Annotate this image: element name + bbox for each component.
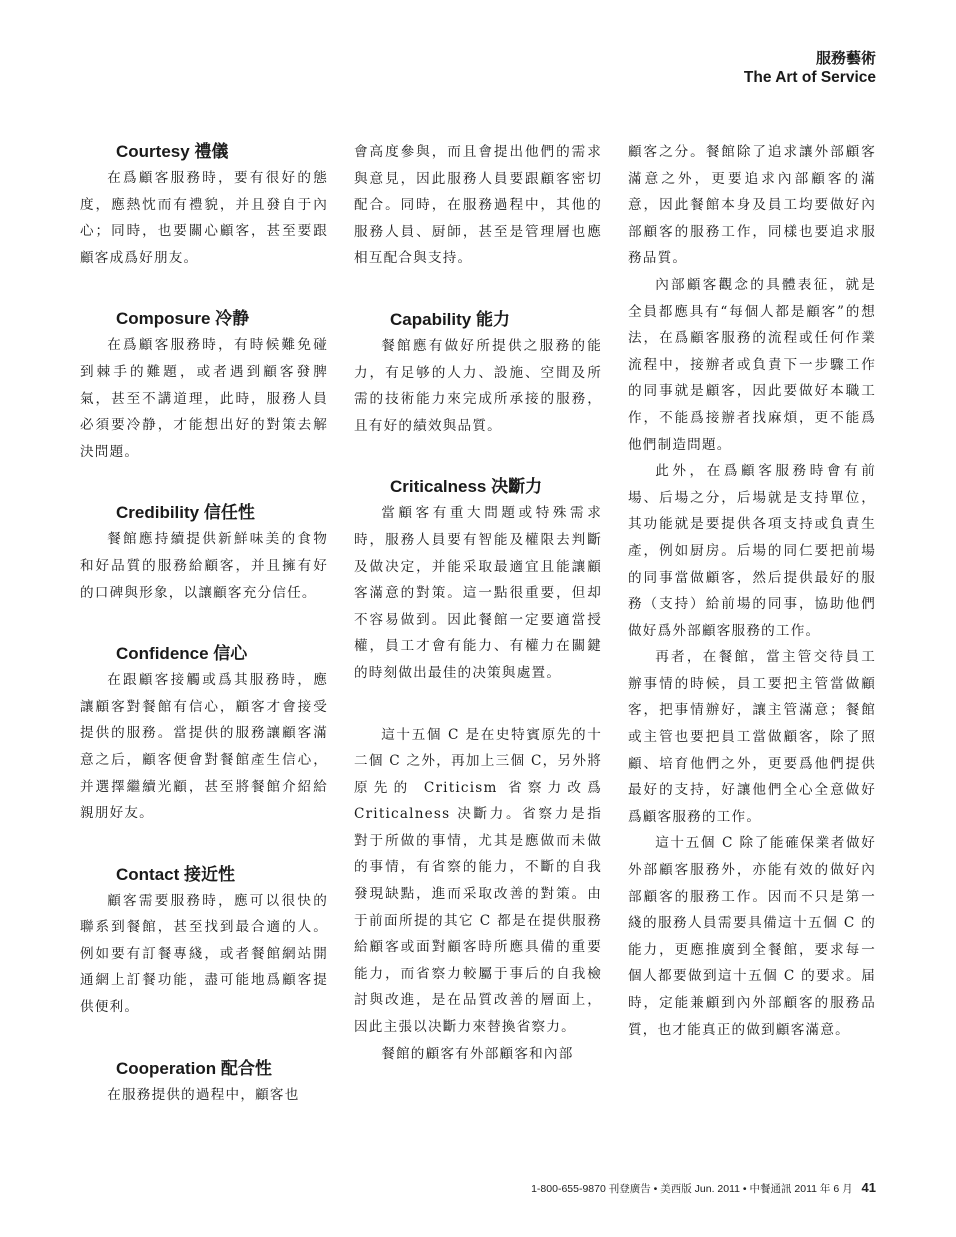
section-courtesy — [80, 139, 328, 271]
body-paragraph: 餐館的顧客有外部顧客和內部 — [381, 1045, 574, 1062]
article-column-1 — [80, 139, 328, 1108]
section-body: 在爲顧客服務時，有時候難免碰到棘手的難題，或者遇到顧客發脾氣，甚至不講道理，此時，服務人員必須要冷静，才能想出好的對策去解決問題。 — [80, 337, 328, 460]
page-number: 41 — [861, 1180, 876, 1195]
section-heading: Confidence 信心 — [116, 644, 248, 664]
footer-text: 1-800-655-9870 刊登廣告 • 美西版 Jun. 2011 • 中餐通訊 2011 年 6 月 — [531, 1183, 853, 1195]
section-body: 當顧客有重大問題或特殊需求時，服務人員要有智能及權限去判斷及做决定，并能采取最適宜且能讓顧客滿意的對策。這一點很重要，但却不容易做到。因此餐館一定要適當授權，員工才會有能力、有權力在關鍵的時刻做出最佳的决策與處置。 — [354, 505, 602, 681]
section-criticalness — [354, 474, 602, 686]
section-heading: Contact 接近性 — [116, 864, 235, 884]
section-capability — [354, 307, 602, 439]
column-title-chinese: 服務藝術 — [815, 50, 876, 67]
body-paragraph-continued: 顧客之分。餐館除了追求讓外部顧客滿意之外，更要追求內部顧客的滿意，因此餐館本身及員工均要做好內部顧客的服務工作，同樣也要追求服務品質。 — [628, 144, 876, 267]
section-heading: Capability 能力 — [390, 309, 510, 329]
body-paragraph: 這十五個 C 除了能確保業者做好外部顧客服務外，亦能有效的做好內部顧客的服務工作。因而不只是第一綫的服務人員需要具備這十五個 C 的能力，更應推廣到全餐館，要求每一個人都要做到這十五個 C 的要求。届時，定能兼顧到內外部顧客的服務品質，也才能真正的做到顧客滿意。 — [628, 835, 876, 1038]
section-body: 餐館應有做好所提供之服務的能力，有足够的人力、設施、空間及所需的技術能力來完成所承接的服務，且有好的績效與品質。 — [354, 337, 602, 434]
section-body: 在跟顧客接觸或爲其服務時，應讓顧客對餐館有信心，顧客才會接受提供的服務。當提供的服務讓顧客滿意之后，顧客便會對餐館產生信心，并選擇繼續光顧，甚至將餐館介紹給親朋好友。 — [80, 672, 328, 822]
section-body: 顧客需要服務時，應可以很快的聯系到餐館，甚至找到最合適的人。例如要有訂餐專綫，或者餐館網站開通網上訂餐功能，盡可能地爲顧客提供便利。 — [80, 892, 328, 1016]
section-heading: Criticalness 决斷力 — [390, 477, 543, 497]
body-paragraph: 再者，在餐館，當主管交待員工辦事情的時候，員工要把主管當做顧客，把事情辦好，讓主管滿意；餐館或主管也要把員工當做顧客，除了照顧、培育他們之外，更要爲他們提供最好的支持，好讓他們全心全意做好爲顧客服務的工作。 — [628, 649, 876, 825]
page-footer — [531, 1180, 876, 1196]
section-credibility — [80, 500, 328, 606]
page-header — [744, 50, 876, 88]
column-title-english: The Art of Service — [743, 69, 876, 86]
section-confidence — [80, 641, 328, 827]
section-contact — [80, 862, 328, 1021]
section-heading: Courtesy 禮儀 — [116, 142, 229, 161]
section-heading: Cooperation 配合性 — [116, 1058, 272, 1078]
section-body-continued: 會高度參與，而且會提出他們的需求與意見，因此服務人員要跟顧客密切配合。同時，在服務過程中，其他的服務人員、厨師，甚至是管理層也應相互配合與支持。 — [354, 144, 602, 267]
article-column-2 — [354, 139, 602, 1067]
section-body: 餐館應持續提供新鮮味美的食物和好品質的服務給顧客，并且擁有好的口碑與形象，以讓顧客充分信任。 — [80, 531, 328, 601]
section-heading: Composure 冷静 — [116, 309, 250, 329]
section-cooperation — [80, 1056, 328, 1109]
section-body: 在服務提供的過程中，顧客也 — [107, 1086, 300, 1103]
body-paragraph: 此外，在爲顧客服務時會有前場、后場之分，后場就是支持單位，其功能就是要提供各項支持或負責生產，例如厨房。后場的同仁要把前場的同事當做顧客，然后提供最好的服務（支持）給前場的同事，協助他們做好爲外部顧客服務的工作。 — [628, 463, 876, 639]
section-composure — [80, 306, 328, 465]
article-column-3 — [628, 139, 876, 1043]
section-body: 在爲顧客服務時，要有很好的態度，應熱忱而有禮貌，并且發自于內心；同時，也要關心顧客，甚至要跟顧客成爲好朋友。 — [80, 170, 328, 266]
body-paragraph: 內部顧客觀念的具體表征，就是全員都應具有“每個人都是顧客”的想法，在爲顧客服務的流程或任何作業流程中，接辦者或負責下一步驟工作的同事就是顧客，因此要做好本職工作，不能爲接辦者找麻煩，更不能爲他們制造問題。 — [628, 276, 876, 453]
body-paragraph: 這十五個 C 是在史特賓原先的十二個 C 之外，再加上三個 C，另外將原先的 Criticism 省察力改爲 Criticalness 决斷力。省察力是指對于所做的事情，尤其是應做而未做的事情，有省察的能力，不斷的自我發現缺點，進而采取改善的對策。由于前面所提的其它 C 都是在提供服務給顧客或面對顧客時所應具備的重要能力，而省察力較屬于事后的自我檢討與改進，是在品質改善的層面上，因此主張以决斷力來替換省察力。 — [354, 726, 602, 1036]
section-heading: Credibility 信任性 — [116, 503, 255, 523]
